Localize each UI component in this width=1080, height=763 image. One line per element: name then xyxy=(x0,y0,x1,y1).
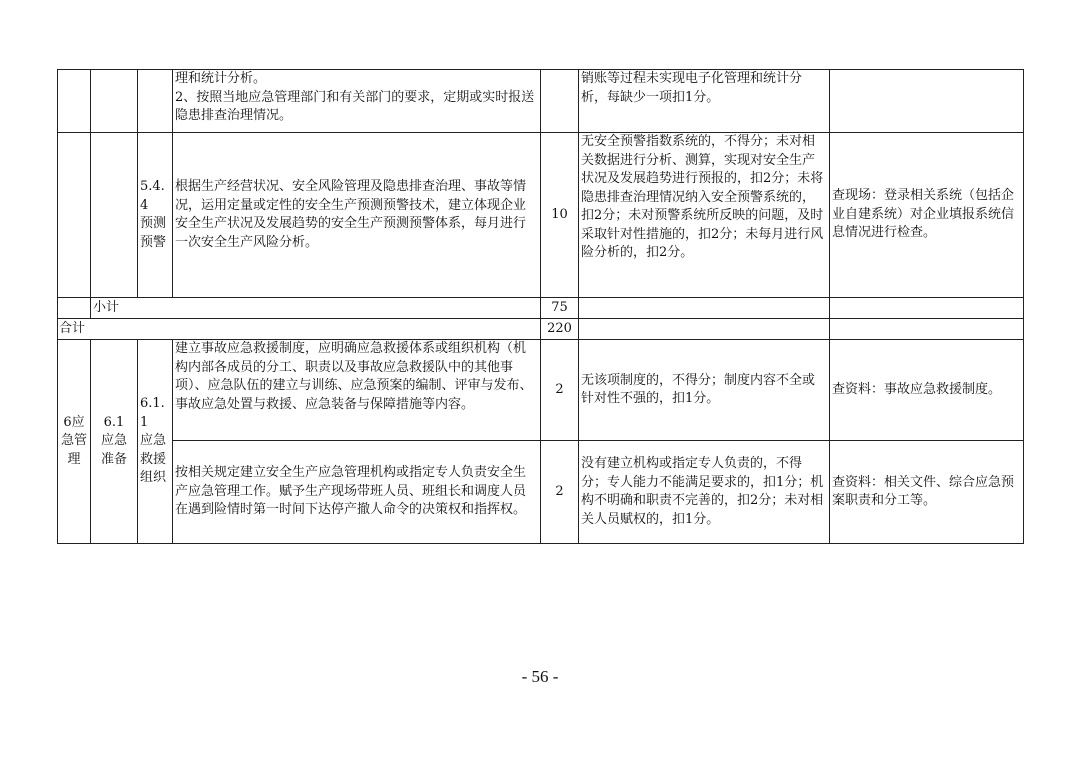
table-row xyxy=(58,340,1024,441)
table-row xyxy=(58,70,1024,133)
total-label: 合计 xyxy=(58,319,541,340)
score-cell: 2 xyxy=(541,441,579,544)
cat2-cell xyxy=(91,133,138,298)
item-label: 6.1.1 应急 救援 组织 xyxy=(138,340,173,544)
score-cell: 2 xyxy=(541,340,579,441)
deduction-criteria xyxy=(579,319,830,340)
review-method xyxy=(830,70,1024,133)
table-row xyxy=(58,441,1024,544)
review-method: 查现场：登录相关系统（包括企业自建系统）对企业填报系统信息情况进行检查。 xyxy=(830,133,1024,298)
subtotal-label: 小计 xyxy=(91,298,541,319)
review-method: 查资料：事故应急救援制度。 xyxy=(830,340,1024,441)
total-row xyxy=(58,319,1024,340)
deduction-criteria: 无该项制度的，不得分；制度内容不全或针对性不强的，扣1分。 xyxy=(579,340,830,441)
subtotal-row xyxy=(58,298,1024,319)
page-number: - 56 - xyxy=(521,667,559,686)
item-label: 5.4.4 预测 预警 xyxy=(138,133,173,298)
review-method xyxy=(830,319,1024,340)
cat2-cell xyxy=(91,70,138,133)
scoring-table xyxy=(57,69,1024,544)
score-cell xyxy=(541,70,579,133)
item-cell xyxy=(138,70,173,133)
review-method: 查资料：相关文件、综合应急预案职责和分工等。 xyxy=(830,441,1024,544)
subtotal-score: 75 xyxy=(541,298,579,319)
deduction-criteria: 无安全预警指数系统的，不得分；未对相关数据进行分析、测算，实现对安全生产状况及发展趋势进行预报的，扣2分；未将隐患排查治理情况纳入安全预警系统的，扣2分；未对预警系统所反映的问题，及时采取针对性措施的，扣2分；未每月进行风险分析的，扣2分。 xyxy=(579,133,830,298)
score-cell: 10 xyxy=(541,133,579,298)
cat1-cell xyxy=(58,298,91,319)
review-method xyxy=(830,298,1024,319)
cat1-cell xyxy=(58,133,91,298)
category-level2: 6.1 应急 准备 xyxy=(91,340,138,544)
deduction-criteria xyxy=(579,298,830,319)
table-row xyxy=(58,133,1024,298)
deduction-criteria: 没有建立机构或指定专人负责的，不得分；专人能力不能满足要求的，扣1分；机构不明确和职责不完善的，扣2分；未对相关人员赋权的，扣1分。 xyxy=(579,441,830,544)
standard-content: 按相关规定建立安全生产应急管理机构或指定专人负责安全生产应急管理工作。赋予生产现场带班人员、班组长和调度人员在遇到险情时第一时间下达停产撤人命令的决策权和指挥权。 xyxy=(173,441,541,544)
cat1-cell xyxy=(58,70,91,133)
standard-content: 建立事故应急救援制度，应明确应急救援体系或组织机构（机构内部各成员的分工、职责以及事故应急救援队中的其他事项）、应急队伍的建立与训练、应急预案的编制、评审与发布、事故应急处置与救援、应急装备与保障措施等内容。 xyxy=(173,340,541,441)
deduction-criteria: 销账等过程未实现电子化管理和统计分析，每缺少一项扣1分。 xyxy=(579,70,830,133)
standard-content: 根据生产经营状况、安全风险管理及隐患排查治理、事故等情况，运用定量或定性的安全生产预测预警技术，建立体现企业安全生产状况及发展趋势的安全生产预测预警体系，每月进行一次安全生产风险分析。 xyxy=(173,133,541,298)
category-level1: 6应 急管 理 xyxy=(58,340,91,544)
total-score: 220 xyxy=(541,319,579,340)
standard-content: 理和统计分析。 2、按照当地应急管理部门和有关部门的要求，定期或实时报送隐患排查治理情况。 xyxy=(173,70,541,133)
